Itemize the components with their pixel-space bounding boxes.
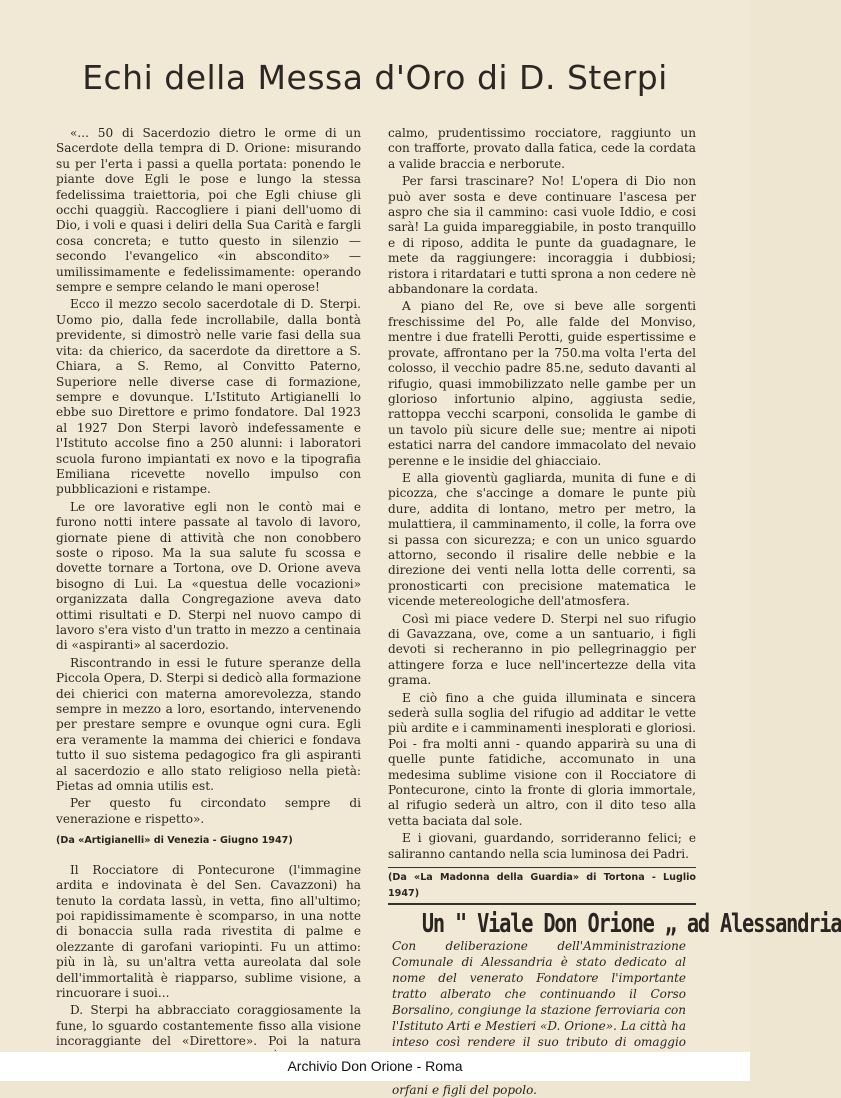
archive-footer: Archivio Don Orione - Roma — [0, 1052, 750, 1081]
paragraph: E alla gioventù gagliarda, munita di fune e di picozza, che s'accinge a domare le punte più dure, addita di lontano, metro per metro, la mulattiera, il camminamento, il colle, la forra ove si passa con sicurezza; e con un unico sguardo attorno, secondo il risalire delle nebbie e la direzione dei venti nella lotta delle correnti, sa pronosticarti con precisione matematica le vicende metereologiche dell'atmosfera. — [388, 470, 696, 609]
right-column — [388, 126, 841, 1098]
paragraph: «... 50 di Sacerdozio dietro le orme di un Sacerdote della tempra di D. Orione: misurando su per l'erta i passi a quella portata: ponendo le piante dove Egli le pose e lungo la stessa fedelissima traiettoria, poi che Egli chiuse gli occhi quaggiù. Raccogliere i piani dell'uomo di Dio, i voli e quasi i deliri della Sua Carità e fargli cosa concreta; e tutto questo in silenzio — secondo l'evangelico «in absconditо» — umilissimamente e fedelissimamente: operando sempre e sempre celando le mani operose! — [56, 126, 361, 295]
news-box-title: Un " Viale Don Orione „ ad Alessandria — [421, 908, 841, 939]
paragraph: Per questo fu circondato sempre di venerazione e rispetto». — [56, 796, 361, 826]
source-citation: (Da «La Madonna della Guardia» di Tortona - Luglio 1947) — [388, 867, 696, 905]
source-citation: (Da «Artigianelli» di Venezia - Giugno 1947) — [56, 835, 293, 847]
paragraph: Le ore lavorative egli non le contò mai e furono notti intere passate al tavolo di lavoro, giornate piene di attività che non conobbero soste o riposo. Ma la sua salute fu scossa e dovette tornare a Tortona, ove D. Orione aveva bisogno di Lui. La «questua delle vocazioni» organizzata dalla Congregazione aveva dato ottimi risultati e D. Sterpi nel nuovo campo di lavoro s'era visto d'un tratto in mezzo a centinaia di «aspiranti» al sacerdozio. — [56, 499, 361, 653]
paragraph: Così mi piace vedere D. Sterpi nel suo rifugio di Gavazzana, ove, come a un santuario, i figli devoti si recheranno in pio pellegrinaggio per attingere forza e luce nell'incertezze della vita grama. — [388, 611, 696, 688]
left-column — [56, 126, 361, 1082]
paragraph: Riscontrando in essi le future speranze della Piccola Opera, D. Sterpi si dedicò alla formazione dei chierici con materna amorevolezza, stando sempre in mezzo a loro, esortando, intervenendo per prestare sempre e ovunque ogni cura. Egli era veramente la mamma dei chierici e fondava tutto il suo sistema pedagogico fra gli aspiranti al sacerdozio e allo stato religioso nella pietà: Pietas ad omnia utilis est. — [56, 655, 361, 794]
article-title: Echi della Messa d'Oro di D. Sterpi — [82, 58, 668, 97]
paragraph: Ecco il mezzo secolo sacerdotale di D. Sterpi. Uomo pio, dalla fede incrollabile, dalla bontà previdente, si dimostrò nelle varie fasi della sua vita: da chierico, da sacerdote da direttore a S. Chiara, a S. Remo, al Convitto Paterno, Superiore nelle diverse case di formazione, sempre e dovunque. L'Istituto Artigianelli lo ebbe suo Direttore e primo fondatore. Dal 1923 al 1927 Don Sterpi lavorò indefessamente e l'Istituto accolse fino a 250 alunni: i laboratori scuola furono impiantati ex novo e la tipografia Emiliana ricevette novello impulso con pubblicazioni e ristampe. — [56, 297, 361, 497]
news-box-body: Con deliberazione dell'Amministrazione Comunale di Alessandria è stato dedicato al nome del venerato Fondatore l'importante tratto alberato che continuando il Corso Borsalino, congiunge la stazione ferroviaria con l'Istituto Arti e Mestieri «D. Orione». La città ha inteso così rendere il suo tributo di omaggio orfani e figli del popolo. — [392, 939, 686, 1098]
paragraph: E i giovani, guardando, sorrideranno felici; e saliranno cantando nella scia luminosa dei Padri. — [388, 831, 696, 861]
paragraph: A piano del Re, ove si beve alle sorgenti freschissime del Po, alle falde del Monviso, mentre i due fratelli Perotti, guide espertissime e provate, affrontano per la 750.ma volta l'erta del colosso, il vecchio padre 85.ne, seduto davanti al rifugio, quasi immobilizzato nelle gambe per un glorioso infortunio alpino, aggiusta sedie, rattoppa vecchi scarponi, consolida le gambe di un tavolo più sicure delle sue; mentre ai nipoti estatici narra del candore immacolato del nevaio perenne e le insidie del ghiacciaio. — [388, 299, 696, 468]
paragraph: E ciò fino a che guida illuminata e sincera sederà sulla soglia del rifugio ad additar le vette più ardite e i camminamenti inesplorati e gloriosi. Poi - fra molti anni - quando apparirà su una di quelle punte fatidiche, accomunato in una medesima sublime visione con il Rocciatore di Pontecurone, cinto la fronte di gloria immortale, al rifugio sederà un altro, con il dito teso alla vetta baciata dal sole. — [388, 690, 696, 828]
paragraph: calmo, prudentissimo rocciatore, raggiunto un con trafforte, provato dalla fatica, cede la cordata a valide braccia e nerborute. — [388, 126, 696, 171]
paragraph: Il Rocciatore di Pontecurone (l'immagine ardita e indovinata è del Sen. Cavazzoni) ha tenuto la cordata lassù, in vetta, fino all'ultimo; poi rapidissimamente è scomparso, in una notte di bonaccia sulla rada rivestita di palme e olezzante di garofani variopinti. Fu un attimo: più in là, su un'altra vetta aureolata dal sole dell'immortalità è riapparso, sublime visione, a rincuorare i suoi... — [56, 862, 361, 1000]
paragraph: D. Sterpi ha abbracciato coraggiosamente la fune, lo sguardo costantemente fisso alla visione incoraggiante del «Direttore». Poi la natura — [56, 1003, 361, 1049]
paragraph: Per farsi trascinare? No! L'opera di Dio non può aver sosta e deve continuare l'ascesa per aspro che sia il cammino: casi vuole Iddio, e cosi sarà! La guida impareggiabile, in posto tranquillo e di riposo, addita le punte da guadagnare, le mete da raggiungere: incoraggia i dubbiosi; ristora i ritardatari e tutti sprona a non cedere nè abbandonare la cordata. — [388, 174, 696, 297]
